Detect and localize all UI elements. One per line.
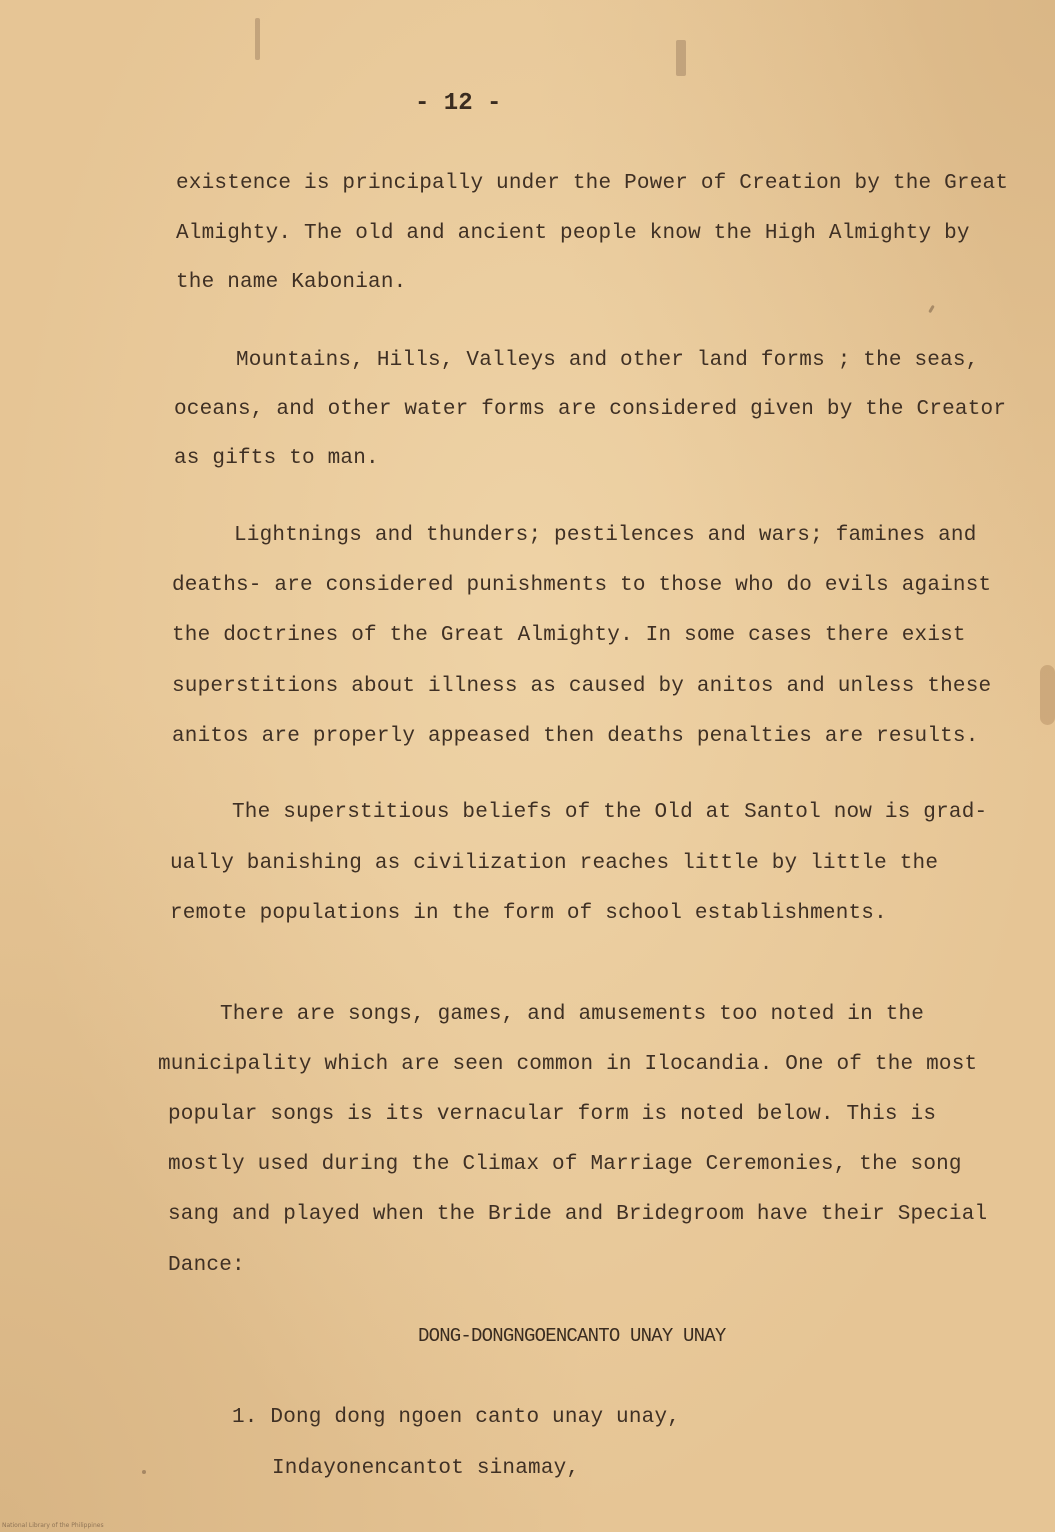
paragraph-2-line-2: oceans, and other water forms are considered given by the Creator (174, 398, 1007, 421)
footer-credit: National Library of the Philippines (2, 1522, 104, 1529)
paragraph-5-line-1: There are songs, games, and amusements too noted in the (220, 1003, 925, 1026)
song-line-1: 1. Dong dong ngoen canto unay unay, (232, 1406, 681, 1429)
paragraph-5-line-6: Dance: (168, 1254, 245, 1277)
staple-mark-right (676, 40, 686, 76)
paragraph-3-line-3: the doctrines of the Great Almighty. In some cases there exist (172, 624, 966, 647)
paragraph-5-line-4: mostly used during the Climax of Marriage Ceremonies, the song (168, 1153, 962, 1176)
paragraph-5-line-2: municipality which are seen common in Ilocandia. One of the most (158, 1053, 978, 1076)
staple-mark-left (255, 18, 260, 60)
ink-speck (928, 305, 935, 313)
paragraph-3-line-5: anitos are properly appeased then deaths penalties are results. (172, 725, 979, 748)
paragraph-1-line-3: the name Kabonian. (176, 271, 407, 294)
paragraph-3-line-1: Lightnings and thunders; pestilences and wars; famines and (234, 524, 977, 547)
paragraph-5-line-3: popular songs is its vernacular form is noted below. This is (168, 1103, 937, 1126)
paragraph-4-line-1: The superstitious beliefs of the Old at Santol now is grad- (232, 801, 988, 824)
paragraph-2-line-3: as gifts to man. (174, 447, 379, 470)
paragraph-3-line-4: superstitions about illness as caused by anitos and unless these (172, 675, 992, 698)
paragraph-4-line-3: remote populations in the form of school establishments. (170, 902, 887, 925)
ink-speck (142, 1470, 146, 1474)
paragraph-4-line-2: ually banishing as civilization reaches little by little the (170, 852, 939, 875)
song-line-2: Indayonencantot sinamay, (272, 1457, 580, 1480)
paragraph-3-line-2: deaths- are considered punishments to those who do evils against (172, 574, 992, 597)
song-title: DONG-DONGNGOENCANTO UNAY UNAY (418, 1325, 726, 1347)
paragraph-2-line-1: Mountains, Hills, Valleys and other land forms ; the seas, (236, 349, 979, 372)
paragraph-5-line-5: sang and played when the Bride and Bridegroom have their Special (168, 1203, 988, 1226)
page-number: - 12 - (415, 90, 502, 117)
paragraph-1-line-1: existence is principally under the Power of Creation by the Great (176, 172, 1009, 195)
paragraph-1-line-2: Almighty. The old and ancient people know the High Almighty by (176, 222, 970, 245)
page-edge-stain (1040, 665, 1055, 725)
